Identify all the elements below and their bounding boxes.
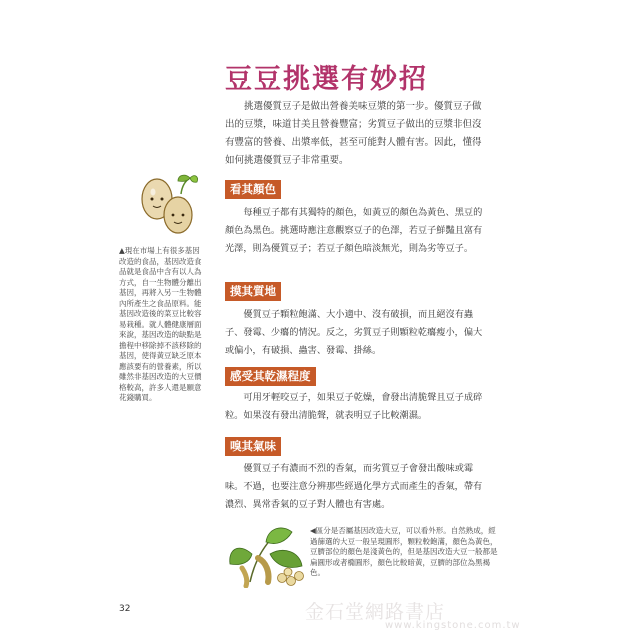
section-title-color: 看其顏色 bbox=[225, 180, 281, 199]
watermark-logo: 金石堂網路書店 bbox=[305, 601, 446, 623]
section-title-texture: 摸其質地 bbox=[225, 282, 281, 301]
bean-sprout-illustration bbox=[138, 172, 200, 238]
section-body-color: 每種豆子都有其獨特的顏色，如黃豆的顏色為黃色、黑豆的顏色為黑色。挑選時應注意觀察豆子的色澤，若豆子鮮豔且富有光澤，則為優質豆子；若豆子顏色暗淡無光，則為劣等豆子。 bbox=[225, 207, 483, 254]
section-title-smell: 嗅其氣味 bbox=[225, 437, 281, 456]
watermark-url: www.kingstone.com.tw bbox=[385, 620, 521, 631]
section-title-dryness: 感受其乾濕程度 bbox=[225, 367, 316, 386]
section-body-texture: 優質豆子顆粒飽滿、大小適中、沒有破損，而且絕沒有蟲子、發霉、少癟的情況。反之，劣質豆子則顆粒乾癟瘦小，偏大或偏小，有破損、蟲害、發霉、掛絲。 bbox=[225, 309, 483, 356]
page-number: 32 bbox=[119, 604, 131, 614]
bottom-caption: ◀區分是否屬基因改造大豆，可以看外形。自然熟成，經過篩選的大豆一般呈現圓形，顆粒較飽滿，顏色為黃色，豆臍部位的顏色是淺黃色的，但是基因改造大豆一般都是扁圓形或者橢圓形，顏色比較暗黃，豆臍的部位為黑褐色。 bbox=[310, 526, 498, 577]
section-body-dryness: 可用牙輕咬豆子，如果豆子乾燥，會發出清脆聲且豆子成碎粒。如果沒有發出清脆聲，就表明豆子比較潮濕。 bbox=[225, 392, 483, 421]
soybean-pod-illustration bbox=[222, 522, 308, 588]
side-caption: ▲現在市場上有很多基因改造的食品，基因改造食品就是食品中含有以人為方式，自一生物體分離出基因，再將入另一生物體內所產生之食品原料。能基因改造後的菜豆比較容易栽種。就人體健康層面來說，基因改造的缺點是擔程中移除掉不該移除的基因，使得黃豆缺乏原本應該要有的營養素，所以雖然非基因改造的大豆價格較高，許多人還是願意花錢購買。 bbox=[119, 246, 202, 402]
intro-paragraph: 挑選優質豆子是做出營養美味豆漿的第一步。優質豆子做出的豆漿，味道甘美且營養豐富；劣質豆子做出的豆漿非但沒有豐富的營養、出漿率低，甚至可能對人體有害。因此，懂得如何挑選優質豆子非常重要。 bbox=[225, 101, 482, 166]
page-title: 豆豆挑選有妙招 bbox=[225, 64, 428, 95]
section-body-smell: 優質豆子有濃而不烈的香氣，而劣質豆子會發出酸味或霉味。不過，也要注意分辨那些經過化學方式而產生的香氣，帶有濃烈、異常香氣的豆子對人體也有害處。 bbox=[225, 463, 483, 510]
